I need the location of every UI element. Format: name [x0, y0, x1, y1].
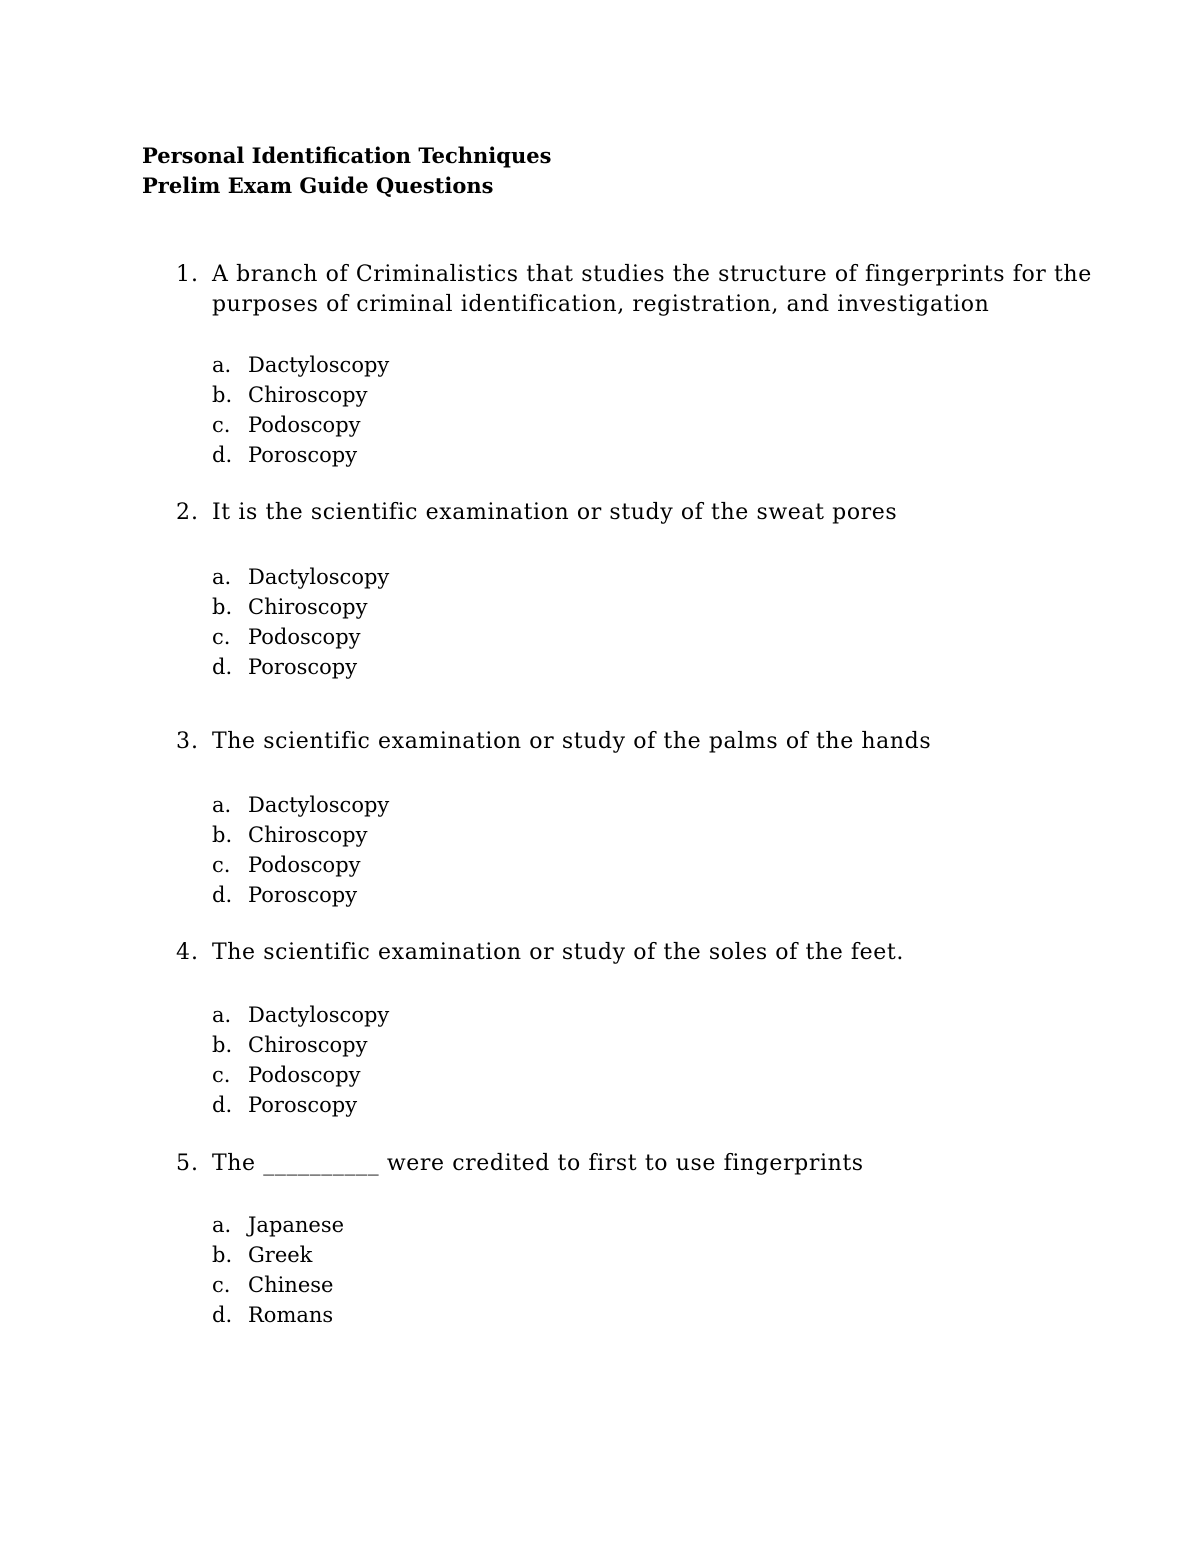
- answer-option: [212, 622, 1096, 652]
- option-letter: b.: [212, 823, 233, 847]
- answer-option: [212, 1090, 1096, 1120]
- option-letter: c.: [212, 625, 231, 649]
- question-number: 3.: [176, 729, 199, 754]
- option-text: Japanese: [248, 1213, 345, 1237]
- option-letter: c.: [212, 1063, 231, 1087]
- option-text: Podoscopy: [248, 853, 361, 877]
- document-subtitle: Prelim Exam Guide Questions: [142, 173, 494, 198]
- question-number: 2.: [176, 500, 199, 525]
- option-text: Chinese: [248, 1273, 334, 1297]
- option-letter: d.: [212, 443, 233, 467]
- answer-option: [212, 592, 1096, 622]
- question-4: [176, 938, 1096, 1120]
- question-stem: [176, 1149, 1096, 1179]
- option-letter: a.: [212, 565, 232, 589]
- question-text: The __________ were credited to first to use fingerprints: [212, 1151, 864, 1176]
- answer-option: [212, 652, 1096, 682]
- option-letter: a.: [212, 1213, 232, 1237]
- option-text: Poroscopy: [248, 1093, 358, 1117]
- option-letter: a.: [212, 793, 232, 817]
- question-number: 1.: [176, 262, 199, 287]
- option-text: Podoscopy: [248, 1063, 361, 1087]
- question-text: A branch of Criminalistics that studies the structure of fingerprints for the purposes of criminal identification, registration, and investigation: [212, 262, 1092, 317]
- option-text: Poroscopy: [248, 883, 358, 907]
- option-letter: d.: [212, 655, 233, 679]
- option-letter: b.: [212, 1243, 233, 1267]
- answer-option: [212, 850, 1096, 880]
- question-stem: [176, 498, 1096, 528]
- question-2: [176, 498, 1096, 682]
- option-text: Podoscopy: [248, 625, 361, 649]
- option-letter: a.: [212, 353, 232, 377]
- answer-options: [176, 562, 1096, 682]
- question-stem: [176, 727, 1096, 757]
- option-letter: d.: [212, 1303, 233, 1327]
- answer-options: [176, 790, 1096, 910]
- answer-option: [212, 880, 1096, 910]
- question-text: The scientific examination or study of the palms of the hands: [212, 729, 932, 754]
- question-1: [176, 260, 1096, 470]
- option-text: Podoscopy: [248, 413, 361, 437]
- option-letter: c.: [212, 413, 231, 437]
- answer-option: [212, 350, 1096, 380]
- answer-option: [212, 820, 1096, 850]
- option-text: Dactyloscopy: [248, 1003, 390, 1027]
- option-text: Poroscopy: [248, 443, 358, 467]
- option-text: Chiroscopy: [248, 383, 368, 407]
- answer-option: [212, 1030, 1096, 1060]
- answer-option: [212, 1000, 1096, 1030]
- option-letter: b.: [212, 1033, 233, 1057]
- answer-option: [212, 1270, 1096, 1300]
- option-letter: b.: [212, 383, 233, 407]
- answer-option: [212, 1210, 1096, 1240]
- answer-option: [212, 1060, 1096, 1090]
- answer-option: [212, 790, 1096, 820]
- option-text: Chiroscopy: [248, 1033, 368, 1057]
- option-letter: b.: [212, 595, 233, 619]
- answer-option: [212, 1300, 1096, 1330]
- answer-options: [176, 350, 1096, 470]
- option-text: Greek: [248, 1243, 313, 1267]
- answer-option: [212, 440, 1096, 470]
- answer-options: [176, 1000, 1096, 1120]
- option-text: Poroscopy: [248, 655, 358, 679]
- option-text: Chiroscopy: [248, 823, 368, 847]
- document-title: Personal Identification Techniques: [142, 143, 552, 168]
- answer-option: [212, 562, 1096, 592]
- question-number: 5.: [176, 1151, 199, 1176]
- option-letter: c.: [212, 853, 231, 877]
- question-5: [176, 1149, 1096, 1330]
- option-letter: a.: [212, 1003, 232, 1027]
- option-text: Chiroscopy: [248, 595, 368, 619]
- question-stem: [176, 260, 1096, 320]
- option-text: Dactyloscopy: [248, 793, 390, 817]
- question-text: The scientific examination or study of the soles of the feet.: [212, 940, 904, 965]
- question-3: [176, 727, 1096, 910]
- answer-option: [212, 1240, 1096, 1270]
- option-letter: d.: [212, 883, 233, 907]
- question-stem: [176, 938, 1096, 968]
- question-text: It is the scientific examination or study of the sweat pores: [212, 500, 898, 525]
- option-text: Dactyloscopy: [248, 353, 390, 377]
- answer-option: [212, 410, 1096, 440]
- answer-option: [212, 380, 1096, 410]
- option-letter: c.: [212, 1273, 231, 1297]
- option-text: Dactyloscopy: [248, 565, 390, 589]
- option-text: Romans: [248, 1303, 334, 1327]
- option-letter: d.: [212, 1093, 233, 1117]
- question-number: 4.: [176, 940, 199, 965]
- answer-options: [176, 1210, 1096, 1330]
- document-header: [142, 141, 551, 201]
